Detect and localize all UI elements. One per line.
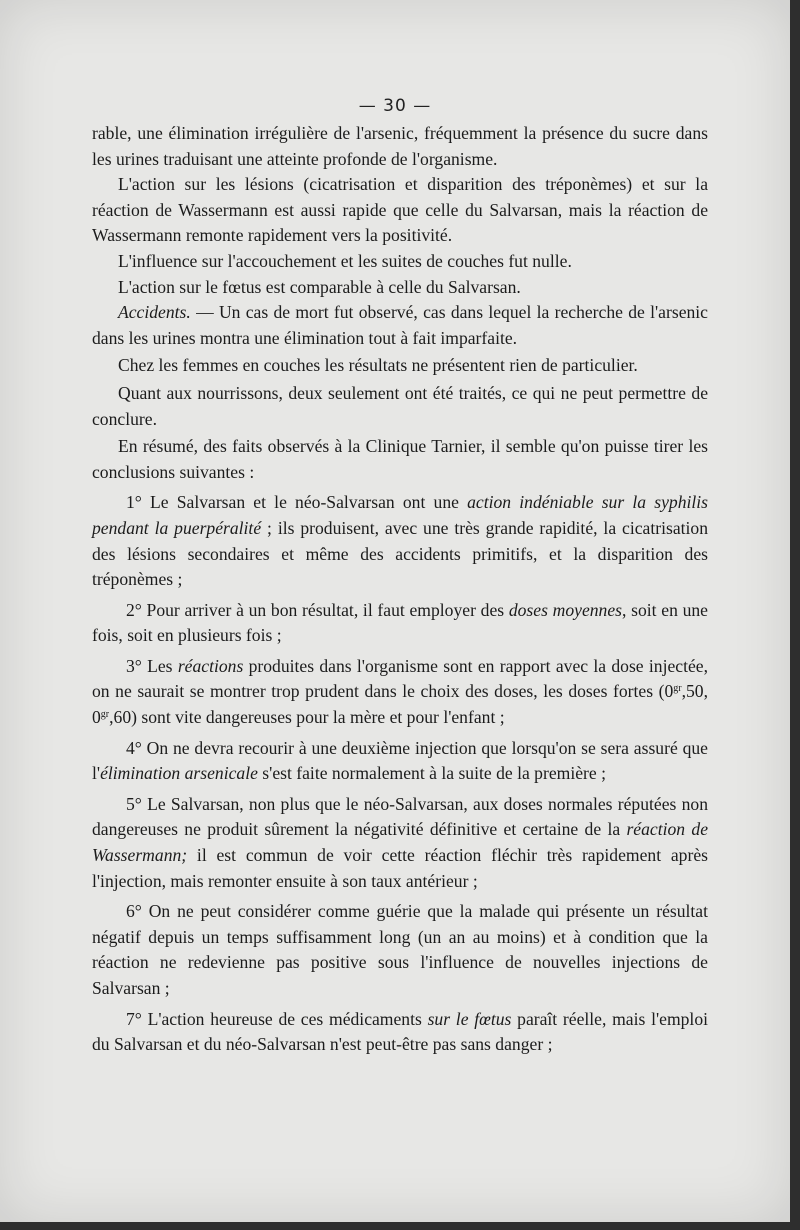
paragraph-lesions: L'action sur les lésions (cicatrisation et disparition des tréponèmes) et sur la réaction de Wassermann est aussi rapide que celle du Salvarsan, mais la réaction de Wassermann remonte rapidement vers la positivité. (92, 174, 708, 246)
paragraph-accouchement: L'influence sur l'accouchement et les suites de couches fut nulle. (118, 250, 572, 271)
conclusion-1-text-a: 1° Le Salvarsan et le néo-Salvarsan ont une (126, 492, 468, 513)
conclusion-3-text-c: ,50, 0 (92, 681, 708, 728)
conclusion-5 (92, 792, 708, 894)
accidents-text: — Un cas de mort fut observé, cas dans lequel la recherche de l'arsenic dans les urines montra une élimination tout à fait imparfaite. (92, 302, 708, 348)
conclusion-1-text-b: ; ils produisent, avec une très grande rapidité, la cicatrisation des lésions secondaires et même des accidents primitifs, et la disparition des tréponèmes ; (92, 517, 708, 590)
conclusion-2-italic: doses moyennes (508, 599, 623, 620)
conclusion-2-text-b: , soit en une fois, soit en plusieurs fois ; (92, 599, 708, 646)
conclusion-6: 6° On ne peut considérer comme guérie que la malade qui présente un résultat négatif depuis un temps suffisamment long (un an au moins) et à condition que la réaction ne redevienne pas positive sous l'influence de nouvelles injections de Salvarsan ; (92, 901, 708, 998)
conclusion-3-text-b: produites dans l'organisme sont en rapport avec la dose injectée, on ne saurait se montrer trop prudent dans le choix des doses, les doses fortes (0 (92, 655, 708, 702)
conclusion-7-italic: sur le fœtus (427, 1008, 512, 1029)
paragraph-femmes: Chez les femmes en couches les résultats ne présentent rien de particulier. (118, 355, 638, 376)
conclusion-2-text-a: 2° Pour arriver à un bon résultat, il faut employer des (126, 599, 509, 620)
conclusion-3 (92, 654, 708, 731)
paragraph-continuation: rable, une élimination irrégulière de l'arsenic, fréquemment la présence du sucre dans les urines traduisant une atteinte profonde de l'organisme. (92, 123, 708, 169)
paragraph-resume: En résumé, des faits observés à la Clinique Tarnier, il semble qu'on puisse tirer les conclusions suivantes : (92, 436, 708, 482)
conclusion-3-text-d: ,60) sont vite dangereuses pour la mère et pour l'enfant ; (109, 707, 505, 728)
gram-superscript-1: gr (673, 683, 682, 695)
scan-border-right (790, 0, 800, 1230)
conclusion-4-text-b: s'est faite normalement à la suite de la première ; (257, 763, 606, 784)
conclusion-1-italic: action indéniable sur la syphilis pendant la puerpéralité (92, 492, 708, 538)
conclusion-4-text-a: 4° On ne devra recourir à une deuxième injection que lorsqu'on se sera assuré que l' (92, 737, 708, 784)
conclusion-2 (92, 598, 708, 649)
conclusion-4-italic: élimination arsenicale (100, 763, 258, 784)
gram-superscript-2: gr (100, 709, 110, 721)
conclusion-1 (92, 490, 708, 592)
conclusion-3-italic: réactions (177, 655, 244, 676)
conclusion-5-text-a: 5° Le Salvarsan, non plus que le néo-Salvarsan, aux doses normales réputées non dangereuses ne produit sûrement la négativité définitive et certaine de la (92, 793, 708, 840)
page-number: — 30 — (358, 96, 432, 116)
conclusion-7-text-a: 7° L'action heureuse de ces médicaments (126, 1008, 428, 1029)
conclusion-3-text-a: 3° Les (126, 655, 178, 676)
conclusion-4 (92, 736, 708, 787)
conclusion-7-text-b: paraît réelle, mais l'emploi du Salvarsan et du néo-Salvarsan n'est peut-être pas sans danger ; (92, 1008, 709, 1055)
conclusion-5-text-b: il est commun de voir cette réaction fléchir très rapidement après l'injection, mais remonter ensuite à son taux antérieur ; (92, 845, 708, 891)
paragraph-foetus: L'action sur le fœtus est comparable à celle du Salvarsan. (118, 276, 521, 297)
conclusion-5-italic: réaction de Wassermann; (92, 819, 708, 866)
body-text (92, 121, 708, 1058)
conclusion-7 (92, 1007, 708, 1058)
accidents-heading: Accidents. (118, 302, 191, 323)
scan-border-bottom (0, 1222, 800, 1230)
paragraph-accidents (92, 300, 708, 351)
paragraph-nourrissons: Quant aux nourrissons, deux seulement ont été traités, ce qui ne peut permettre de conclure. (92, 382, 708, 429)
